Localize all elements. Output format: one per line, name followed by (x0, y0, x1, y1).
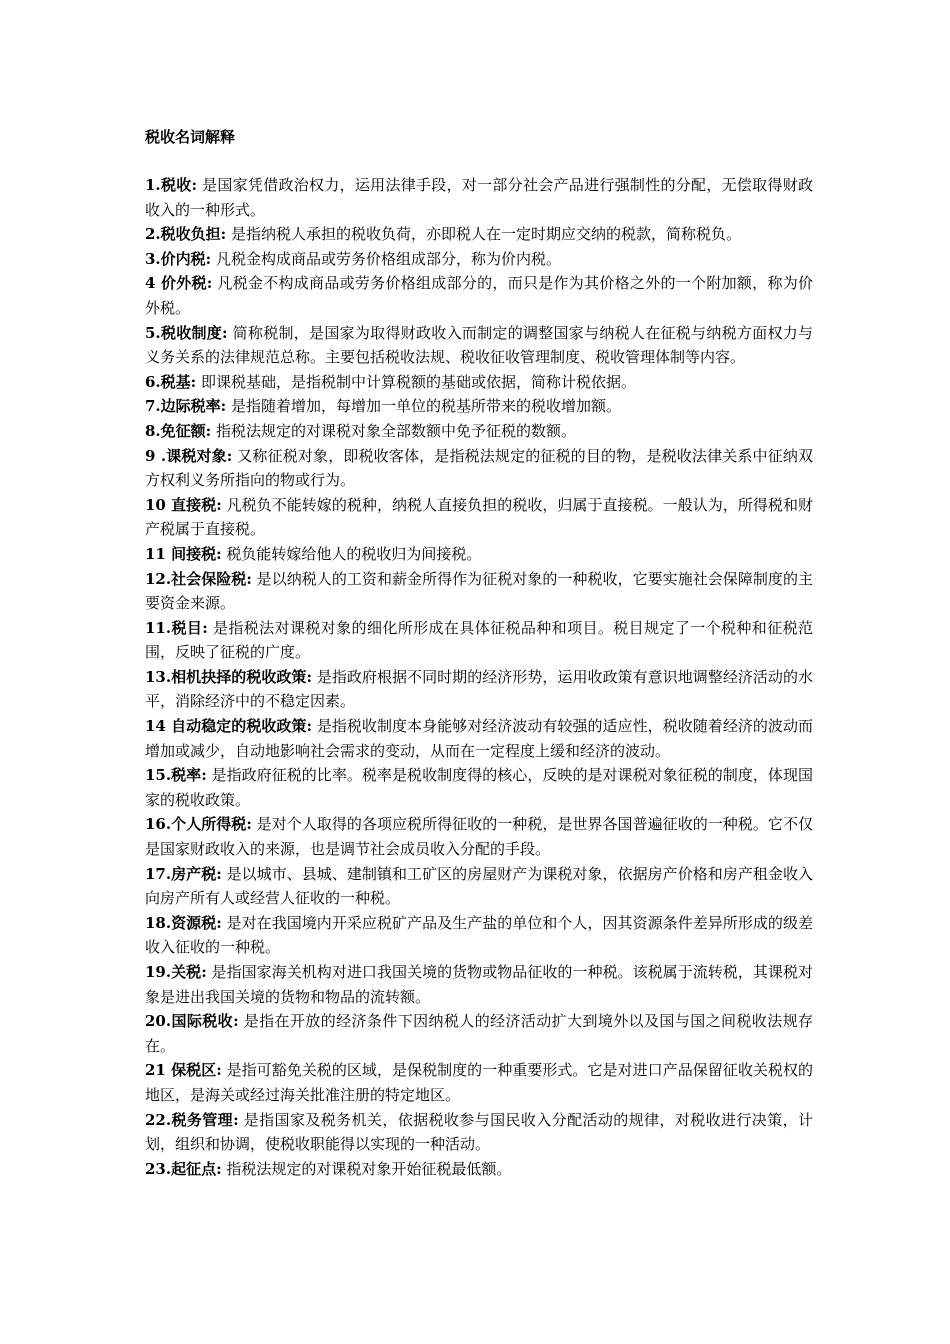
term-label: 2.税收负担: (145, 225, 227, 244)
definition-text: 即课税基础，是指税制中计算税额的基础或依据，简称计税依据。 (196, 372, 636, 391)
term-label: 23.起征点: (145, 1159, 222, 1178)
definition-text: 是以纳税人的工资和薪金所得作为征税对象的一种税收，它要实施社会保障制度的主要资金来源。 (145, 569, 813, 613)
term-label: 16.个人所得税: (145, 815, 252, 834)
definition-entry (145, 222, 813, 247)
definition-text: 是对在我国境内开采应税矿产品及生产盐的单位和个人，因其资源条件差异所形成的级差收入征收的一种税。 (145, 913, 813, 957)
definition-entry (145, 714, 813, 763)
definition-entry (145, 1108, 813, 1157)
term-label: 8.免征额: (145, 421, 212, 440)
term-label: 4 价外税: (145, 274, 213, 293)
definition-text: 是指随着增加，每增加一单位的税基所带来的税收增加额。 (226, 397, 621, 416)
definition-text: 是指国家及税务机关，依据税收参与国民收入分配活动的规律，对税收进行决策，计划，组织和协调，使税收职能得以实现的一种活动。 (145, 1110, 813, 1154)
definition-text: 税负能转嫁给他人的税收归为间接税。 (221, 544, 482, 563)
definition-text: 凡税负不能转嫁的税种，纳税人直接负担的税收，归属于直接税。一般认为，所得税和财产税属于直接税。 (145, 495, 813, 539)
definition-text: 是指国家海关机构对进口我国关境的货物或物品征收的一种税。该税属于流转税，其课税对象是进出我国关境的货物和物品的流转额。 (145, 963, 813, 1006)
definition-text: 凡税金不构成商品或劳务价格组成部分的，而只是作为其价格之外的一个附加额，称为价外税。 (145, 274, 813, 317)
definition-text: 是指税收制度本身能够对经济波动有较强的适应性，税收随着经济的波动而增加或减少，自动地影响社会需求的变动，从而在一定程度上缓和经济的波动。 (145, 717, 813, 760)
document-title: 税收名词解释 (145, 128, 236, 146)
definition-text: 是指可豁免关税的区域，是保税制度的一种重要形式。它是对进口产品保留征收关税权的地区，是海关或经过海关批准注册的特定地区。 (145, 1061, 813, 1104)
definition-entry (145, 419, 813, 444)
definition-entry (145, 911, 813, 960)
definition-entry (145, 1009, 813, 1058)
term-label: 6.税基: (145, 372, 197, 391)
term-label: 18.资源税: (145, 913, 222, 932)
definition-entry (145, 567, 813, 616)
definition-entry (145, 493, 813, 542)
definition-entry (145, 370, 813, 395)
term-label: 9 .课税对象: (145, 446, 233, 465)
definition-entry (145, 665, 813, 714)
definition-entry (145, 812, 813, 861)
term-label: 15.税率: (145, 766, 207, 785)
definition-text: 是指政府征税的比率。税率是税收制度得的核心，反映的是对课税对象征税的制度，体现国家的税收政策。 (145, 766, 813, 809)
term-label: 13.相机抉择的税收政策: (145, 667, 313, 686)
definition-text: 是指在开放的经济条件下因纳税人的经济活动扩大到境外以及国与国之间税收法规存在。 (145, 1012, 813, 1055)
term-label: 7.边际税率: (145, 397, 227, 416)
definition-entry (145, 271, 813, 320)
definition-entry (145, 321, 813, 370)
definition-text: 指税法规定的对课税对象开始征税最低额。 (221, 1159, 512, 1178)
term-label: 12.社会保险税: (145, 569, 252, 588)
definition-entry (145, 616, 813, 665)
definition-entry (145, 1157, 813, 1182)
definition-text: 是对个人取得的各项应税所得征收的一种税，是世界各国普遍征收的一种税。它不仅是国家财政收入的来源，也是调节社会成员收入分配的手段。 (145, 815, 813, 859)
document-page (145, 125, 813, 1181)
definition-text: 是国家凭借政治权力，运用法律手段，对一部分社会产品进行强制性的分配，无偿取得财政收入的一种形式。 (145, 176, 813, 219)
term-label: 11.税目: (145, 618, 208, 637)
definition-text: 是指税法对课税对象的细化所形成在具体征税品种和项目。税目规定了一个税种和征税范围，反映了征税的广度。 (145, 618, 813, 662)
definition-entry (145, 444, 813, 493)
definition-entry (145, 394, 813, 419)
definition-text: 是以城市、县城、建制镇和工矿区的房屋财产为课税对象，依据房产价格和房产租金收入向房产所有人或经营人征收的一种税。 (145, 864, 813, 908)
term-label: 20.国际税收: (145, 1012, 239, 1031)
definition-text: 凡税金构成商品或劳务价格组成部分，称为价内税。 (211, 249, 561, 268)
definition-text: 是指政府根据不同时期的经济形势，运用收政策有意识地调整经济活动的水平，消除经济中的不稳定因素。 (145, 667, 813, 711)
term-label: 14 自动稳定的税收政策: (145, 717, 313, 736)
definition-text: 是指纳税人承担的税收负荷，亦即税人在一定时期应交纳的税款，简称税负。 (226, 225, 741, 244)
definition-text: 简称税制，是国家为取得财政收入而制定的调整国家与纳税人在征税与纳税方面权力与义务关系的法律规范总称。主要包括税收法规、税收征收管理制度、税收管理体制等内容。 (145, 323, 813, 367)
definition-entry (145, 763, 813, 812)
definition-entry (145, 960, 813, 1009)
definition-entry (145, 862, 813, 911)
term-label: 19.关税: (145, 963, 207, 981)
definition-list (145, 173, 813, 1181)
term-label: 22.税务管理: (145, 1110, 239, 1129)
definition-entry (145, 1058, 813, 1107)
definition-entry (145, 173, 813, 222)
definition-text: 指税法规定的对课税对象全部数额中免予征税的数额。 (211, 421, 576, 440)
term-label: 21 保税区: (145, 1061, 222, 1080)
definition-text: 又称征税对象，即税收客体，是指税法规定的征税的目的物，是税收法律关系中征纳双方权利义务所指向的物或行为。 (145, 446, 814, 490)
term-label: 5.税收制度: (145, 323, 228, 342)
definition-entry (145, 247, 813, 272)
term-label: 11 间接税: (145, 544, 222, 563)
definition-entry (145, 542, 813, 567)
term-label: 3.价内税: (145, 249, 212, 268)
term-label: 1.税收: (145, 176, 198, 194)
term-label: 10 直接税: (145, 495, 222, 514)
term-label: 17.房产税: (145, 864, 222, 883)
